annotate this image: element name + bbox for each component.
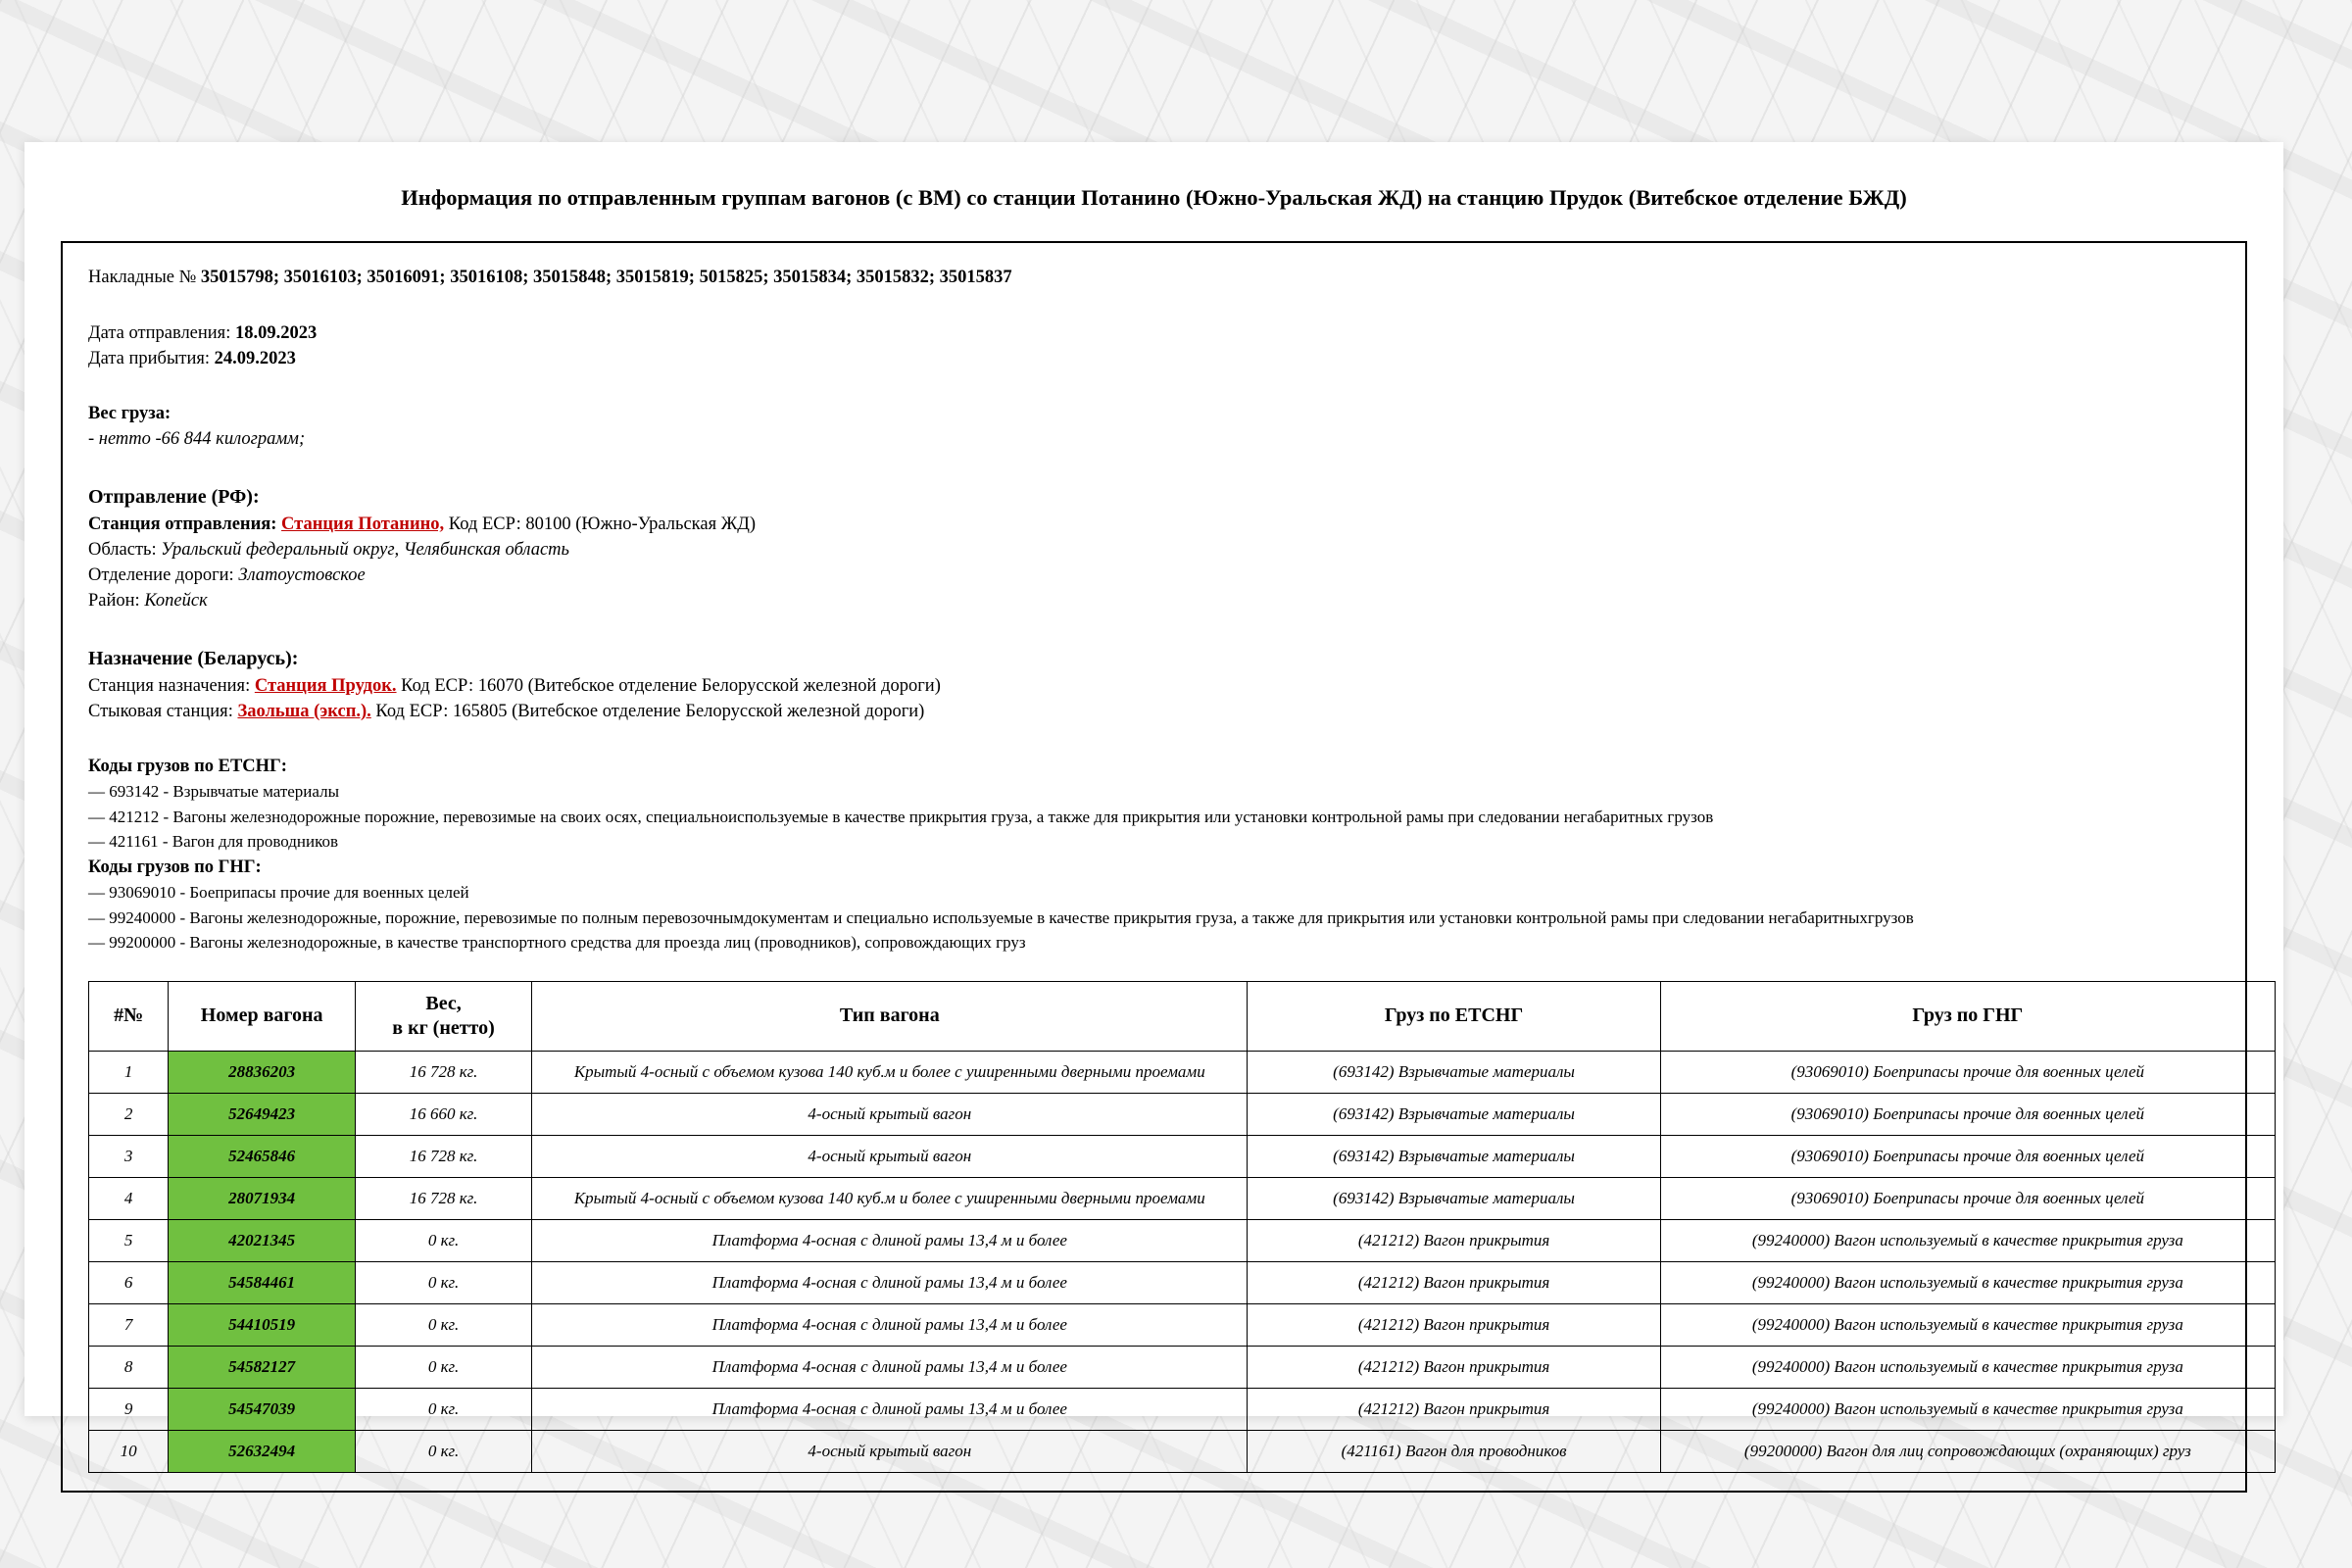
cell-wagon-number: 54584461 xyxy=(169,1261,356,1303)
cell-cargo-etsng: (693142) Взрывчатые материалы xyxy=(1248,1093,1660,1135)
cell-cargo-gng: (93069010) Боеприпасы прочие для военных целей xyxy=(1660,1093,2275,1135)
cell-cargo-gng: (93069010) Боеприпасы прочие для военных целей xyxy=(1660,1135,2275,1177)
column-header-weight-line2: в кг (нетто) xyxy=(392,1016,495,1039)
cell-cargo-etsng: (421212) Вагон прикрытия xyxy=(1248,1346,1660,1388)
departure-station-label: Станция отправления: xyxy=(88,514,277,534)
gng-code-item: — 93069010 - Боеприпасы прочие для военных целей xyxy=(88,883,469,903)
region-label: Область: xyxy=(88,539,157,560)
cell-wagon-type: Крытый 4-осный с объемом кузова 140 куб.м и более с уширенными дверными проемами xyxy=(532,1177,1248,1219)
cell-cargo-etsng: (421212) Вагон прикрытия xyxy=(1248,1388,1660,1430)
district-value: Копейск xyxy=(144,591,208,612)
cell-cargo-etsng: (693142) Взрывчатые материалы xyxy=(1248,1051,1660,1093)
district-label: Район: xyxy=(88,591,140,612)
cell-wagon-number: 28836203 xyxy=(169,1051,356,1093)
departure-date-value: 18.09.2023 xyxy=(234,322,318,343)
cell-num: 2 xyxy=(89,1093,169,1135)
branch-label: Отделение дороги: xyxy=(88,565,234,586)
column-header-weight xyxy=(355,981,531,1051)
cell-num: 8 xyxy=(89,1346,169,1388)
cell-cargo-gng: (99240000) Вагон используемый в качестве прикрытия груза xyxy=(1660,1261,2275,1303)
junction-station-line xyxy=(88,699,2220,724)
region-line xyxy=(88,537,2220,563)
table-row xyxy=(89,1093,2276,1135)
cell-cargo-etsng: (693142) Взрывчатые материалы xyxy=(1248,1177,1660,1219)
cell-cargo-etsng: (421212) Вагон прикрытия xyxy=(1248,1303,1660,1346)
branch-value: Златоустовское xyxy=(238,565,366,586)
table-row xyxy=(89,1388,2276,1430)
table-row xyxy=(89,1051,2276,1093)
etsng-code-item: — 693142 - Взрывчатые материалы xyxy=(88,782,339,802)
cell-weight: 0 кг. xyxy=(355,1219,531,1261)
departure-section-title: Отправление (РФ): xyxy=(88,485,260,508)
cell-wagon-type: 4-осный крытый вагон xyxy=(532,1093,1248,1135)
destination-section-title: Назначение (Беларусь): xyxy=(88,647,299,669)
column-header-wagon-number: Номер вагона xyxy=(169,981,356,1051)
junction-station-label: Стыковая станция: xyxy=(88,701,233,721)
destination-station-code: Код ЕСР: 16070 (Витебское отделение Белорусской железной дороги) xyxy=(401,675,941,696)
cell-wagon-type: Платформа 4-осная с длиной рамы 13,4 м и более xyxy=(532,1219,1248,1261)
cell-cargo-gng: (99200000) Вагон для лиц сопровождающих (охраняющих) груз xyxy=(1660,1430,2275,1472)
document-body-box xyxy=(61,241,2247,1492)
spacer xyxy=(88,453,2220,482)
cell-wagon-number: 52632494 xyxy=(169,1430,356,1472)
cell-wagon-type: Платформа 4-осная с длиной рамы 13,4 м и более xyxy=(532,1303,1248,1346)
waybills-line xyxy=(88,265,2220,290)
gng-codes-title: Коды грузов по ГНГ: xyxy=(88,857,262,877)
spacer xyxy=(88,614,2220,644)
junction-station-code: Код ЕСР: 165805 (Витебское отделение Белорусской железной дороги) xyxy=(375,701,925,721)
cell-num: 10 xyxy=(89,1430,169,1472)
cell-wagon-number: 28071934 xyxy=(169,1177,356,1219)
table-header-row xyxy=(89,981,2276,1051)
cell-wagon-type: Платформа 4-осная с длиной рамы 13,4 м и более xyxy=(532,1346,1248,1388)
waybills-value: 35015798; 35016103; 35016091; 35016108; 35015848; 35015819; 5015825; 35015834; 35015832; 35015837 xyxy=(200,268,1012,288)
district-line xyxy=(88,588,2220,613)
cell-cargo-etsng: (421212) Вагон прикрытия xyxy=(1248,1219,1660,1261)
cell-weight: 0 кг. xyxy=(355,1261,531,1303)
junction-station-link[interactable]: Заольша (эксп.). xyxy=(237,701,371,721)
cell-wagon-type: Крытый 4-осный с объемом кузова 140 куб.м и более с уширенными дверными проемами xyxy=(532,1051,1248,1093)
cell-num: 3 xyxy=(89,1135,169,1177)
cell-weight: 0 кг. xyxy=(355,1388,531,1430)
column-header-weight-line1: Вес, xyxy=(425,992,462,1014)
wagons-table xyxy=(88,981,2276,1473)
arrival-date-line xyxy=(88,346,2220,371)
cell-cargo-gng: (93069010) Боеприпасы прочие для военных целей xyxy=(1660,1051,2275,1093)
cell-wagon-number: 54547039 xyxy=(169,1388,356,1430)
departure-station-line xyxy=(88,512,2220,537)
cell-wagon-type: 4-осный крытый вагон xyxy=(532,1430,1248,1472)
cell-wagon-type: 4-осный крытый вагон xyxy=(532,1135,1248,1177)
cell-num: 4 xyxy=(89,1177,169,1219)
cargo-weight-value: - нетто -66 844 килограмм; xyxy=(88,429,306,450)
spacer xyxy=(88,724,2220,754)
table-row xyxy=(89,1135,2276,1177)
cell-cargo-gng: (99240000) Вагон используемый в качестве прикрытия груза xyxy=(1660,1346,2275,1388)
table-row xyxy=(89,1303,2276,1346)
departure-date-label: Дата отправления: xyxy=(88,322,231,343)
cargo-weight-label: Вес груза: xyxy=(88,404,172,424)
table-body xyxy=(89,1051,2276,1472)
gng-code-item: — 99240000 - Вагоны железнодорожные, порожние, перевозимые по полным перевозочнымдокументам и специально используемые в качестве прикрытия груза, а также для прикрытия или установки контрольной рамы при следовании негабаритныхгрузов xyxy=(88,907,1914,927)
cell-wagon-number: 52649423 xyxy=(169,1093,356,1135)
cell-cargo-etsng: (693142) Взрывчатые материалы xyxy=(1248,1135,1660,1177)
departure-station-code: Код ЕСР: 80100 (Южно-Уральская ЖД) xyxy=(448,514,757,534)
table-row xyxy=(89,1177,2276,1219)
arrival-date-label: Дата прибытия: xyxy=(88,348,211,368)
etsng-codes-title: Коды грузов по ЕТСНГ: xyxy=(88,757,287,777)
cell-wagon-number: 54582127 xyxy=(169,1346,356,1388)
branch-line xyxy=(88,563,2220,588)
column-header-cargo-etsng: Груз по ЕТСНГ xyxy=(1248,981,1660,1051)
cell-weight: 0 кг. xyxy=(355,1430,531,1472)
column-header-wagon-type: Тип вагона xyxy=(532,981,1248,1051)
cell-weight: 16 728 кг. xyxy=(355,1135,531,1177)
cell-cargo-gng: (99240000) Вагон используемый в качестве прикрытия груза xyxy=(1660,1219,2275,1261)
cell-cargo-etsng: (421212) Вагон прикрытия xyxy=(1248,1261,1660,1303)
cell-cargo-gng: (99240000) Вагон используемый в качестве прикрытия груза xyxy=(1660,1303,2275,1346)
cell-wagon-type: Платформа 4-осная с длиной рамы 13,4 м и более xyxy=(532,1261,1248,1303)
cell-num: 9 xyxy=(89,1388,169,1430)
cell-num: 1 xyxy=(89,1051,169,1093)
departure-station-link[interactable]: Станция Потанино, xyxy=(281,514,445,534)
departure-date-line xyxy=(88,320,2220,346)
gng-code-item: — 99200000 - Вагоны железнодорожные, в качестве транспортного средства для проезда лиц (проводников), сопровождающих груз xyxy=(88,933,1026,953)
destination-station-link[interactable]: Станция Прудок. xyxy=(254,675,397,696)
cell-weight: 16 728 кг. xyxy=(355,1177,531,1219)
table-row xyxy=(89,1219,2276,1261)
table-row xyxy=(89,1346,2276,1388)
cell-wagon-type: Платформа 4-осная с длиной рамы 13,4 м и более xyxy=(532,1388,1248,1430)
table-row xyxy=(89,1261,2276,1303)
etsng-code-item: — 421212 - Вагоны железнодорожные порожние, перевозимые на своих осях, специальноиспользуемые в качестве прикрытия груза, а также для прикрытия или установки контрольной рамы при следовании негабаритных грузов xyxy=(88,807,1714,826)
etsng-code-item: — 421161 - Вагон для проводников xyxy=(88,832,339,852)
destination-station-line xyxy=(88,673,2220,699)
column-header-cargo-gng: Груз по ГНГ xyxy=(1660,981,2275,1051)
cell-num: 5 xyxy=(89,1219,169,1261)
cell-weight: 0 кг. xyxy=(355,1303,531,1346)
cell-wagon-number: 54410519 xyxy=(169,1303,356,1346)
cell-wagon-number: 42021345 xyxy=(169,1219,356,1261)
destination-station-label: Станция назначения: xyxy=(88,675,251,696)
page-title: Информация по отправленным группам вагонов (с ВМ) со станции Потанино (Южно-Уральская ЖД) на станцию Прудок (Витебское отделение БЖД) xyxy=(401,185,1907,210)
cell-weight: 16 660 кг. xyxy=(355,1093,531,1135)
column-header-num: #№ xyxy=(89,981,169,1051)
cell-cargo-gng: (99240000) Вагон используемый в качестве прикрытия груза xyxy=(1660,1388,2275,1430)
cell-cargo-gng: (93069010) Боеприпасы прочие для военных целей xyxy=(1660,1177,2275,1219)
cell-wagon-number: 52465846 xyxy=(169,1135,356,1177)
cell-cargo-etsng: (421161) Вагон для проводников xyxy=(1248,1430,1660,1472)
arrival-date-value: 24.09.2023 xyxy=(214,348,296,368)
spacer xyxy=(88,371,2220,401)
spacer xyxy=(88,291,2220,320)
cell-weight: 16 728 кг. xyxy=(355,1051,531,1093)
waybills-label: Накладные № xyxy=(88,268,197,288)
cell-num: 7 xyxy=(89,1303,169,1346)
cell-weight: 0 кг. xyxy=(355,1346,531,1388)
cell-num: 6 xyxy=(89,1261,169,1303)
document-page xyxy=(24,142,2283,1460)
region-value: Уральский федеральный округ, Челябинская область xyxy=(161,539,569,560)
table-row xyxy=(89,1430,2276,1472)
